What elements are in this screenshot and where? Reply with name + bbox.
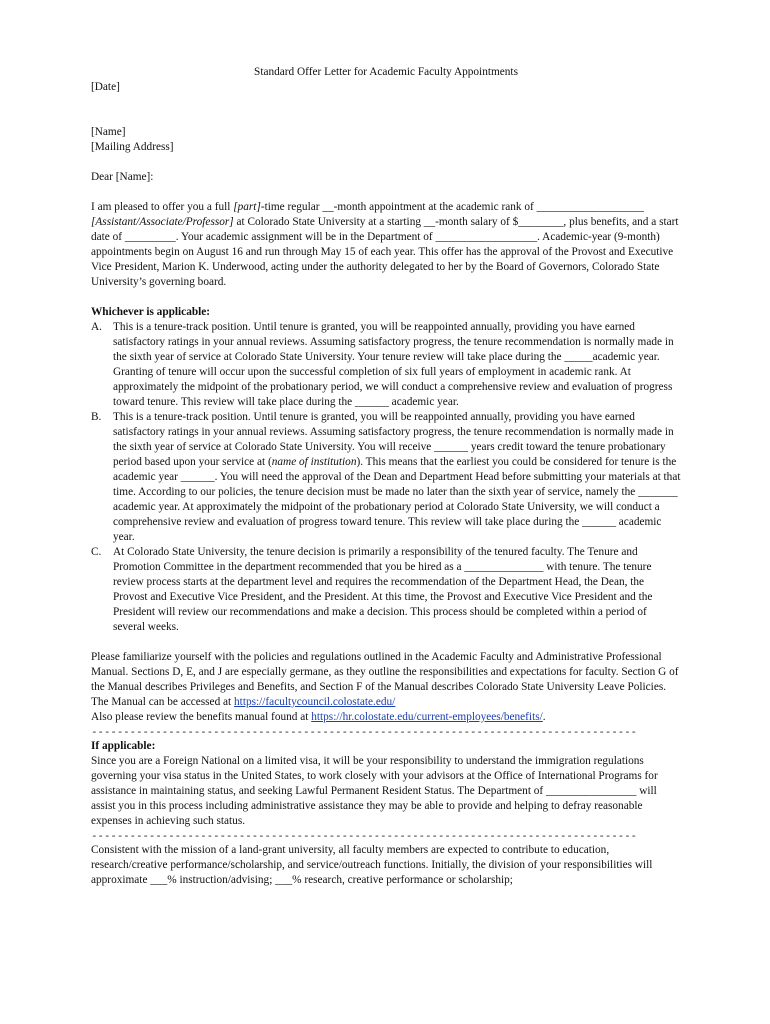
intro-paragraph xyxy=(91,200,681,290)
option-text-part: This is a tenure-track position. Until tenure is granted, you will be reappointed annually, providing you have earned satisfactory ratings in your annual reviews. Assuming satisfactory progress, the tenure recommendation is normally made in the sixth year of service at Colorado State University. You will receive ______ years credit toward the tenure probationary period based upon your service at ( xyxy=(113,411,674,468)
mission-paragraph: Consistent with the mission of a land-grant university, all faculty members are expected to contribute to education, research/creative performance/scholarship, and service/outreach functions. Initially, the division of your responsibilities will approximate ___% instruction/advising; ___% research, creative performance or scholarship; xyxy=(91,844,653,886)
spacer xyxy=(91,185,681,200)
option-marker: B. xyxy=(91,411,102,423)
manual-line xyxy=(91,695,681,710)
benefits-prefix: Also please review the benefits manual found at xyxy=(91,711,312,723)
benefits-line xyxy=(91,710,681,725)
dashed-divider: ------------------------------------------------------------------------------------- xyxy=(91,831,637,841)
intro-text: I am pleased to offer you a full xyxy=(91,201,234,213)
intro-italic-rank: [Assistant/Associate/Professor] xyxy=(91,216,234,228)
benefits-suffix: . xyxy=(542,711,546,723)
intro-text: at Colorado State University at a starting __-month salary of $________, plus benefits, and a start date of _________. Your academic assignment will be in the Department of __________________. Academic-year (9-month) appointments begin on August 16 and run through May 15 of each year. This offer has the approval of the Provost and Executive Vice President, Marion K. Underwood, acting under the authority delegated to her by the Board of Governors, Colorado State University’s governing board. xyxy=(91,216,679,288)
spacer xyxy=(91,155,681,170)
option-text: At Colorado State University, the tenure decision is primarily a responsibility of the tenured faculty. The Tenure and Promotion Committee in the department recommended that you be hired as a ______________ with tenure. The tenure review process starts at the department level and requires the recommendation of the Department Head, the Dean, the Provost and Executive Vice President, and the President. At this time, the Provost and Executive Vice President and the President will review our recommendations and make a decision. This process should be completed within a period of several weeks. xyxy=(113,546,653,633)
document-title: Standard Offer Letter for Academic Faculty Appointments xyxy=(254,66,518,78)
policies-paragraph: Please familiarize yourself with the policies and regulations outlined in the Academic Faculty and Administrative Professional Manual. Sections D, E, and J are especially germane, as they outline the responsibilities and expectations for faculty. Section G of the Manual describes Privileges and Benefits, and Section F of the Manual describes Colorado State University Leave Policies. xyxy=(91,651,679,693)
option-text-part: ). This means that the earliest you could be considered for tenure is the academic year ______. You will need the approval of the Dean and Department Head before submitting your materials at that time. According to our policies, the tenure decision must be made no later than the sixth year of service, namely the _______ academic year. At approximately the midpoint of the probationary period at Colorado State University, we will conduct a comprehensive review and evaluation of progress toward tenure. This review will take place during the ______ academic year. xyxy=(113,456,681,543)
mailing-address-field: [Mailing Address] xyxy=(91,141,174,153)
letter-body xyxy=(91,65,681,888)
option-text xyxy=(113,410,681,545)
option-text: This is a tenure-track position. Until tenure is granted, you will be reappointed annually, providing you have earned satisfactory ratings in your annual reviews. Assuming satisfactory progress, the tenure recommendation is normally made in the sixth year of service at Colorado State University. Your tenure review will take place during the _____academic year. Granting of tenure will occur upon the successful completion of six full years of employment in academic rank. At approximately the midpoint of the probationary period, we will conduct a comprehensive review and evaluation of progress toward tenure. This review will take place during the ______ academic year. xyxy=(113,321,674,408)
visa-paragraph: Since you are a Foreign National on a limited visa, it will be your responsibility to understand the immigration regulations governing your visa status in the United States, to work closely with your advisors at the Office of International Programs for assistance in maintaining status, and seeking Lawful Permanent Resident Status. The Department of ________________ will assist you in this process including administrative assistance they may be able to provide and helping to defray reasonable expenses in achieving such status. xyxy=(91,755,658,827)
option-text-italic: name of institution xyxy=(271,456,357,468)
option-b xyxy=(91,410,681,545)
manual-link[interactable]: https://facultycouncil.colostate.edu/ xyxy=(234,696,396,708)
option-marker: C. xyxy=(91,546,102,558)
intro-italic-part: [part] xyxy=(233,201,261,213)
dashed-divider: ------------------------------------------------------------------------------------- xyxy=(91,727,637,737)
manual-prefix: The Manual can be accessed at xyxy=(91,696,235,708)
benefits-link[interactable]: https://hr.colostate.edu/current-employees/benefits/ xyxy=(311,711,543,723)
spacer xyxy=(91,290,681,305)
option-c xyxy=(91,545,681,635)
spacer xyxy=(91,635,681,650)
spacer xyxy=(91,95,681,125)
whichever-heading: Whichever is applicable: xyxy=(91,306,211,318)
option-a xyxy=(91,320,681,410)
date-field: [Date] xyxy=(91,81,120,93)
name-field: [Name] xyxy=(91,126,126,138)
intro-text: -time regular __-month appointment at the academic rank of ___________________ xyxy=(260,201,644,213)
option-marker: A. xyxy=(91,321,102,333)
if-applicable-heading: If applicable: xyxy=(91,740,156,752)
salutation: Dear [Name]: xyxy=(91,171,154,183)
